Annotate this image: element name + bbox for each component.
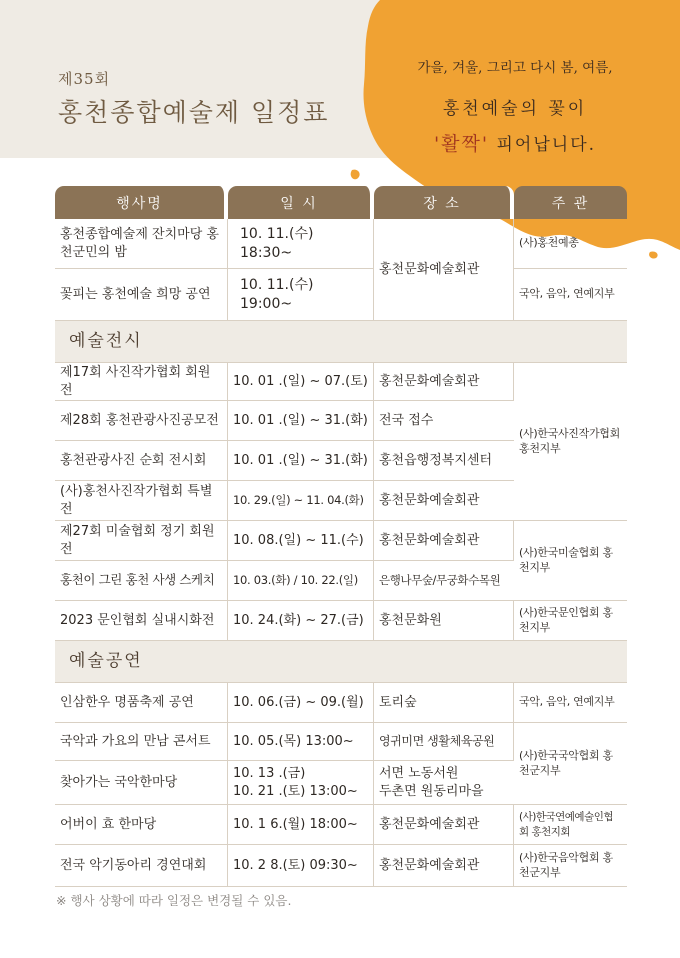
venue-cell: 은행나무숲/무궁화수목원 [374,561,514,601]
venue-cell: 영귀미면 생활체육공원 [374,723,514,761]
date-cell: 10. 01 .(일) ~ 31.(화) [228,441,374,481]
venue-cell: 홍천문화예술회관 [374,845,514,887]
col-header-event: 행사명 [55,186,228,219]
venue-cell: 전국 접수 [374,401,514,441]
col-header-org: 주 관 [514,186,627,219]
date-cell: 10. 05.(목) 13:00~ [228,723,374,761]
date-line-2: 10. 21 .(토) 13:00~ [233,783,358,799]
event-cell: 2023 문인협회 실내시화전 [55,601,228,641]
table-row [55,521,627,561]
schedule-table [55,186,627,887]
venue-cell [374,761,514,805]
venue-cell: 홍천읍행정복지센터 [374,441,514,481]
org-cell: (사)한국연예예술인협회 홍천지회 [514,805,627,845]
org-cell: 국악, 음악, 연예지부 [514,683,627,723]
event-cell: 제17회 사진작가협회 회원전 [55,363,228,401]
col-header-venue: 장 소 [374,186,514,219]
section-row-exhibition [55,321,627,363]
date-cell: 10. 01 .(일) ~ 07.(토) [228,363,374,401]
date-cell: 10. 1 6.(월) 18:00~ [228,805,374,845]
org-cell: (사)한국미술협회 홍천지부 [514,521,627,601]
venue-cell: 홍천문화예술회관 [374,805,514,845]
org-cell: (사)한국문인협회 홍천지부 [514,601,627,641]
event-cell: 어버이 효 한마당 [55,805,228,845]
section-row-performance [55,641,627,683]
event-cell: (사)홍천사진작가협회 특별전 [55,481,228,521]
event-cell: 홍천관광사진 순회 전시회 [55,441,228,481]
date-cell: 10. 11.(수) 18:30~ [228,219,374,269]
date-cell: 10. 08.(일) ~ 11.(수) [228,521,374,561]
event-cell: 홍천이 그린 홍천 사생 스케치 [55,561,228,601]
section-title-exhibition: 예술전시 [55,321,627,363]
venue-cell: 홍천문화예술회관 [374,481,514,521]
slogan-line-3-rest: 피어납니다. [489,135,597,155]
date-cell: 10. 06.(금) ~ 09.(월) [228,683,374,723]
date-cell: 10. 24.(화) ~ 27.(금) [228,601,374,641]
date-cell: 10. 11.(수) 19:00~ [228,269,374,321]
event-cell: 홍천종합예술제 잔치마당 홍천군민의 밤 [55,219,228,269]
org-cell: (사)한국사진작가협회 홍천지부 [514,363,627,521]
section-title-performance: 예술공연 [55,641,627,683]
event-cell: 꽃피는 홍천예술 희망 공연 [55,269,228,321]
table-row [55,845,627,887]
table-row [55,723,627,761]
page-title: 홍천종합예술제 일정표 [58,98,330,127]
venue-cell: 홍천문화예술회관 [374,219,514,321]
slogan-line-1: 가을, 겨울, 그리고 다시 봄, 여름, [417,60,613,76]
date-cell: 10. 2 8.(토) 09:30~ [228,845,374,887]
edition-label: 제35회 [58,70,111,88]
venue-cell: 홍천문화예술회관 [374,521,514,561]
date-cell [228,761,374,805]
table-row [55,601,627,641]
footer-note: ※ 행사 상황에 따라 일정은 변경될 수 있음. [56,893,292,908]
table-row [55,805,627,845]
table-row [55,219,627,269]
venue-cell: 홍천문화예술회관 [374,363,514,401]
date-cell: 10. 29.(일) ~ 11. 04.(화) [228,481,374,521]
org-cell: (사)홍천예총 [514,219,627,269]
org-cell: (사)한국음악협회 홍천군지부 [514,845,627,887]
table-header-row [55,186,627,219]
event-cell: 찾아가는 국악한마당 [55,761,228,805]
slogan-line-2: 홍천예술의 꽃이 [442,99,588,119]
table-row [55,683,627,723]
table-row [55,269,627,321]
col-header-date: 일 시 [228,186,374,219]
venue-line-1: 서면 노동서원 [379,765,459,781]
date-cell: 10. 03.(화) / 10. 22.(일) [228,561,374,601]
slogan-line-3 [370,129,660,156]
event-cell: 전국 악기동아리 경연대회 [55,845,228,887]
org-cell: 국악, 음악, 연예지부 [514,269,627,321]
venue-cell: 홍천문화원 [374,601,514,641]
title-block [58,68,329,129]
event-cell: 제27회 미술협회 정기 회원전 [55,521,228,561]
venue-cell: 토리숲 [374,683,514,723]
date-cell: 10. 01 .(일) ~ 31.(화) [228,401,374,441]
event-cell: 인삼한우 명품축제 공연 [55,683,228,723]
date-line-1: 10. 13 .(금) [233,765,306,781]
slogan [370,56,660,156]
slogan-accent: '활짝' [433,133,490,155]
event-cell: 국악과 가요의 만남 콘서트 [55,723,228,761]
event-cell: 제28회 홍천관광사진공모전 [55,401,228,441]
table-row [55,363,627,401]
org-cell: (사)한국국악협회 홍천군지부 [514,723,627,805]
venue-line-2: 두촌면 원동리마을 [379,783,484,799]
